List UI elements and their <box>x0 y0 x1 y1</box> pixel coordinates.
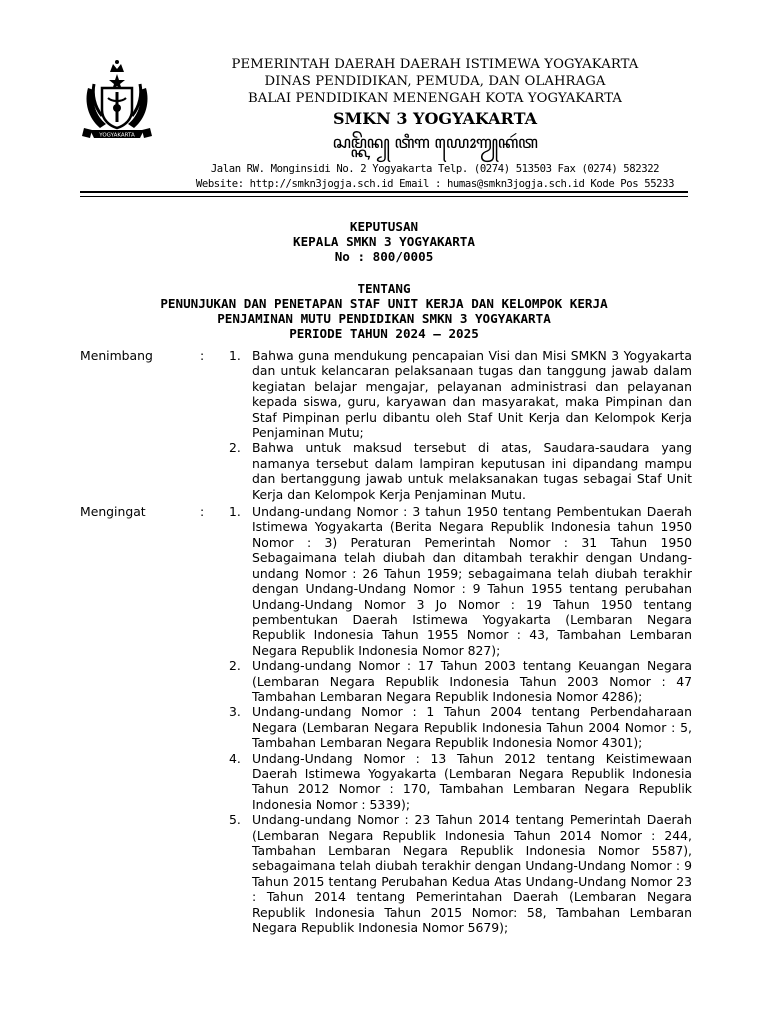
menimbang-section <box>80 348 692 502</box>
mengingat-colon: : <box>200 504 205 520</box>
item-text: Undang-undang Nomor : 1 Tahun 2004 tentang Perbendaharaan Negara (Lembaran Negara Republik Indonesia Tahun 2004 Nomor : 5, Tambahan Lembaran Negara Republik Indonesia Nomor 4301); <box>252 704 692 751</box>
header-line-government: PEMERINTAH DAERAH DAERAH ISTIMEWA YOGYAKARTA <box>231 57 639 72</box>
list-item <box>215 704 692 750</box>
mengingat-list <box>215 504 692 935</box>
item-number: 1. <box>229 504 241 520</box>
header-contact: Website: http://smkn3jogja.sch.id Email : humas@smkn3jogja.sch.id Kode Pos 55233 <box>195 178 675 190</box>
about-heading: TENTANG <box>357 281 411 296</box>
item-number: 2. <box>229 440 241 456</box>
header-line-department: DINAS PENDIDIKAN, PEMUDA, DAN OLAHRAGA <box>264 74 606 89</box>
decision-title: KEPUTUSAN <box>349 219 419 234</box>
item-number: 5. <box>229 812 241 828</box>
list-item <box>215 751 692 813</box>
about-block <box>80 281 688 341</box>
about-line-2: PENJAMINAN MUTU PENDIDIKAN SMKN 3 YOGYAKARTA <box>217 311 551 326</box>
diy-emblem-logo <box>80 58 154 144</box>
decision-subtitle: KEPALA SMKN 3 YOGYAKARTA <box>293 234 475 249</box>
about-line-3: PERIODE TAHUN 2024 – 2025 <box>289 326 479 341</box>
item-number: 2. <box>229 658 241 674</box>
header-address: Jalan RW. Monginsidi No. 2 Yogyakarta Telp. (0274) 513503 Fax (0274) 582322 <box>210 163 660 175</box>
list-item <box>215 504 692 658</box>
header-school-name: SMKN 3 YOGYAKARTA <box>332 109 538 128</box>
header-javanese-script: ꦱꦩ꧀ꦏꦼꦤ꧀ ꦠꦶꦒ ꦪꦺꦴꦒꦾꦏꦂꦠ <box>332 133 538 153</box>
header-divider-thin <box>80 196 688 197</box>
list-item <box>215 348 692 440</box>
mengingat-label: Mengingat <box>80 504 146 520</box>
svg-text:YOGYAKARTA: YOGYAKARTA <box>99 132 135 139</box>
item-text: Bahwa untuk maksud tersebut di atas, Saudara-saudara yang namanya tersebut dalam lampiran keputusan ini dipandang mampu dan bertanggung jawab untuk melaksanakan tugas sebagai Staf Unit Kerja dan Kelompok Kerja Penjaminan Mutu. <box>252 440 692 502</box>
item-text: Bahwa guna mendukung pencapaian Visi dan Misi SMKN 3 Yogyakarta dan untuk kelancaran pelaksanaan tugas dan tanggung jawab dalam kegiatan belajar mengajar, pelayanan administrasi dan pelayanan kepada siswa, guru, karyawan dan masyarakat, maka Pimpinan dan Staf Pimpinan perlu dibantu oleh Staf Unit Kerja dan Kelompok Kerja Penjaminan Mutu; <box>252 348 692 441</box>
menimbang-list <box>215 348 692 502</box>
list-item <box>215 812 692 935</box>
item-number: 1. <box>229 348 241 363</box>
item-text: Undang-undang Nomor : 17 Tahun 2003 tentang Keuangan Negara (Lembaran Negara Republik Indonesia Tahun 2003 Nomor : 47 Tambahan Lembaran Negara Republik Indonesia Nomor 4286); <box>252 658 692 704</box>
header-divider-thick <box>80 191 688 193</box>
header-line-office: BALAI PENDIDIKAN MENENGAH KOTA YOGYAKARTA <box>247 91 622 106</box>
item-text: Undang-Undang Nomor : 13 Tahun 2012 tentang Keistimewaan Daerah Istimewa Yogyakarta (Lembaran Negara Republik Indonesia Tahun 2012 Nomor : 170, Tambahan Lembaran Negara Republik Indonesia Nomor : 5339); <box>252 750 692 812</box>
decision-title-block <box>80 219 688 264</box>
menimbang-label: Menimbang <box>80 348 153 363</box>
menimbang-colon: : <box>200 348 205 363</box>
about-line-1: PENUNJUKAN DAN PENETAPAN STAF UNIT KERJA DAN KELOMPOK KERJA <box>160 296 608 311</box>
item-text: Undang-undang Nomor : 23 Tahun 2014 tentang Pemerintah Daerah (Lembaran Negara Republik Indonesia Tahun 2014 Nomor : 244, Tambahan Lembaran Negara Republik Indonesia Nomor 5587), sebagaimana telah diubah terakhir dengan Undang-Undang Nomor : 9 Tahun 2015 tentang Perubahan Kedua Atas Undang-Undang Nomor 23 : Tahun 2014 tentang Pemerintahan Daerah (Lembaran Negara Republik Indonesia Tahun 2015 Nomor: 58, Tambahan Lembaran Negara Republik Indonesia Nomor 5679); <box>252 812 692 936</box>
letterhead <box>165 56 705 192</box>
item-number: 3. <box>229 704 241 720</box>
list-item <box>215 440 692 502</box>
item-number: 4. <box>229 750 241 766</box>
list-item <box>215 658 692 704</box>
item-text: Undang-undang Nomor : 3 tahun 1950 tentang Pembentukan Daerah Istimewa Yogyakarta (Berita Negara Republik Indonesia tahun 1950 Nomor : 3) Peraturan Pemerintah Nomor : 31 Tahun 1950 Sebagaimana telah diubah dan ditambah terakhir dengan Undang-undang Nomor : 26 Tahun 1959; sebagaimana telah diubah terakhir dengan Undang-Undang Nomor : 9 Tahun 1955 tentang perubahan Undang-Undang Nomor 3 Jo Nomor : 19 Tahun 1950 tentang pembentukan Daerah Istimewa Yogyakarta (Lembaran Negara Republik Indonesia Tahun 1955 Nomor : 43, Tambahan Lembaran Negara Republik Indonesia Nomor 827); <box>252 504 692 658</box>
mengingat-section <box>80 504 692 935</box>
decision-number: No : 800/0005 <box>334 249 434 264</box>
document-body <box>80 348 692 935</box>
